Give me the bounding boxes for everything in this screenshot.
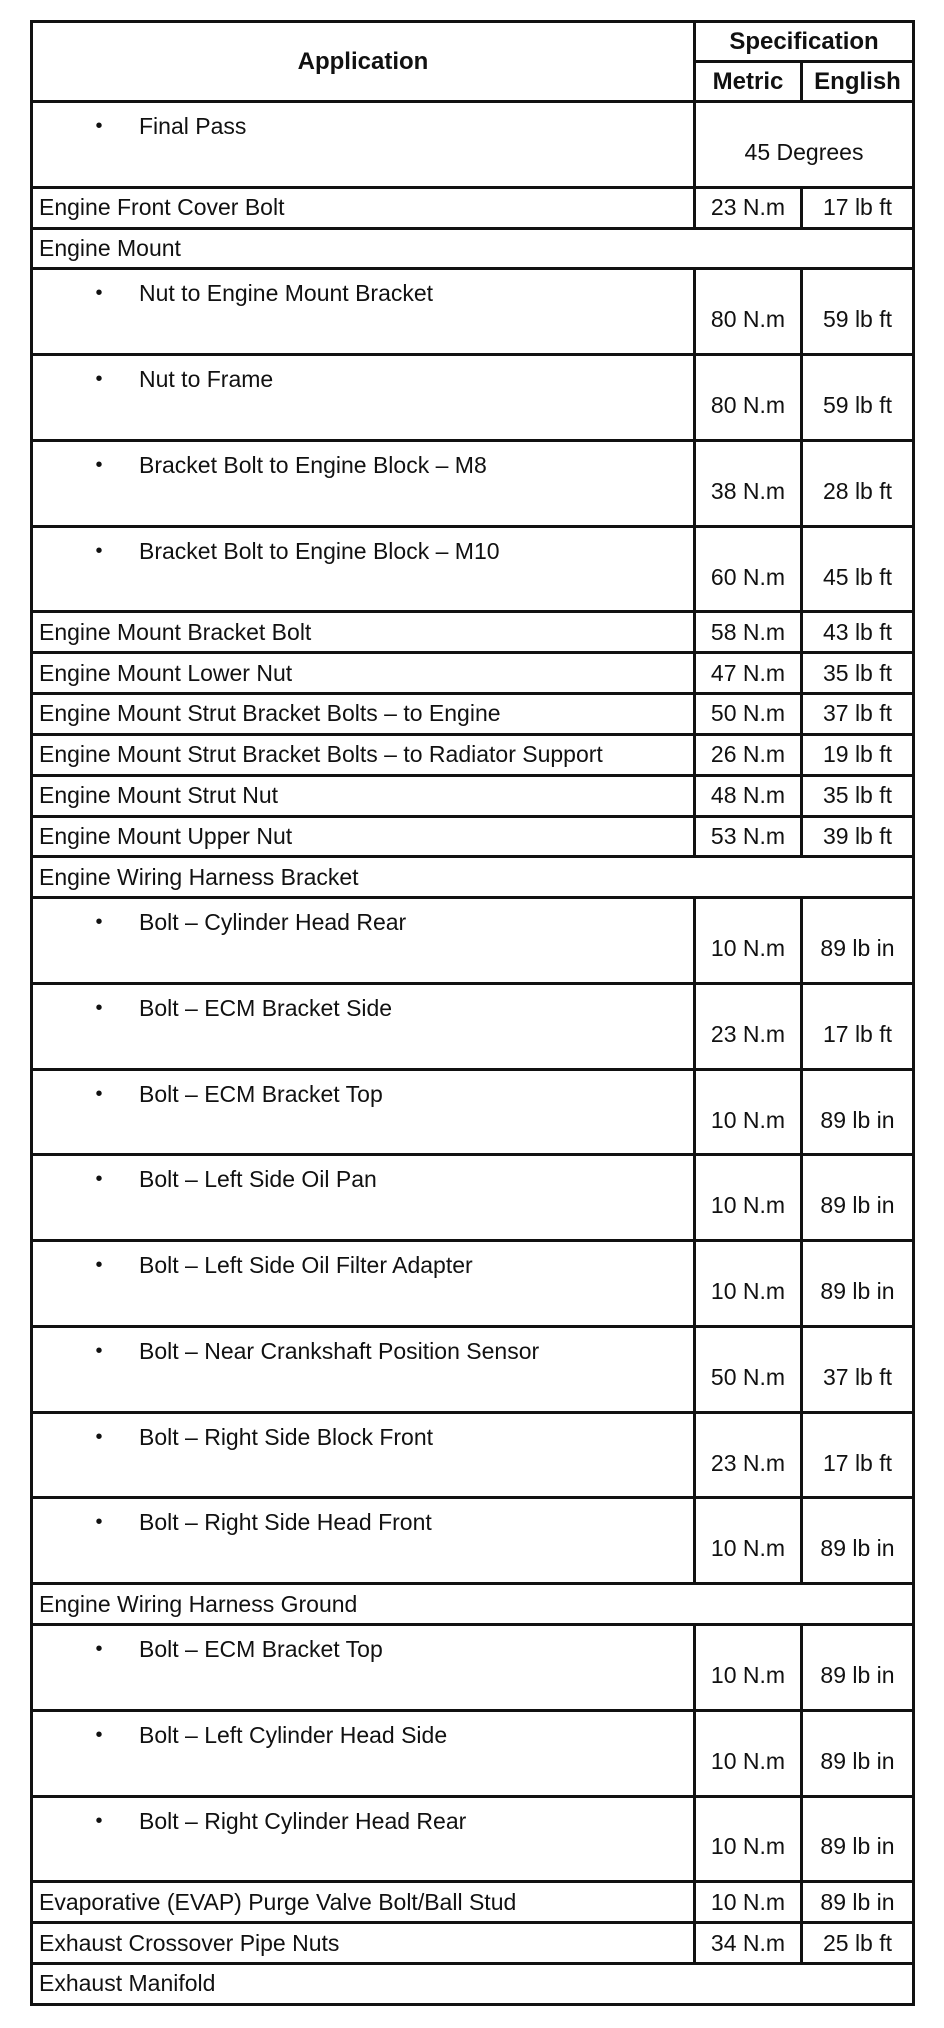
english-value: 89 lb in <box>802 1069 914 1155</box>
metric-value: 10 N.m <box>695 1710 802 1796</box>
application-cell <box>32 355 695 441</box>
metric-value: 10 N.m <box>695 1498 802 1584</box>
application-label: Engine Mount Strut Bracket Bolts – to Radiator Support <box>32 734 695 775</box>
application-cell <box>32 1625 695 1711</box>
metric-value: 23 N.m <box>695 187 802 228</box>
application-cell <box>32 440 695 526</box>
application-label: Nut to Frame <box>139 366 274 393</box>
application-label: Bolt – Near Crankshaft Position Sensor <box>139 1337 540 1364</box>
table-row <box>32 1923 914 1964</box>
sub-item <box>33 985 693 1021</box>
application-label: Bolt – ECM Bracket Top <box>139 1080 383 1107</box>
metric-value: 23 N.m <box>695 1412 802 1498</box>
bullet-icon: • <box>95 539 103 562</box>
bullet-icon: • <box>95 453 103 476</box>
application-label: Bolt – Left Cylinder Head Side <box>139 1721 448 1748</box>
sub-item-row <box>32 1710 914 1796</box>
application-label: Bracket Bolt to Engine Block – M10 <box>139 537 500 564</box>
metric-value: 80 N.m <box>695 269 802 355</box>
sub-item-row <box>32 1155 914 1241</box>
metric-value: 10 N.m <box>695 1241 802 1327</box>
metric-value: 60 N.m <box>695 526 802 612</box>
sub-item-row <box>32 1498 914 1584</box>
metric-value: 10 N.m <box>695 1069 802 1155</box>
application-cell <box>32 1155 695 1241</box>
sub-item-row <box>32 983 914 1069</box>
sub-item <box>33 528 693 564</box>
sub-item-row <box>32 1069 914 1155</box>
sub-item-row <box>32 1412 914 1498</box>
sub-item-row <box>32 269 914 355</box>
metric-value: 58 N.m <box>695 612 802 653</box>
english-value: 35 lb ft <box>802 775 914 816</box>
group-label: Engine Mount <box>32 228 914 269</box>
table-header <box>32 22 914 102</box>
application-label: Engine Front Cover Bolt <box>32 187 695 228</box>
english-value: 37 lb ft <box>802 694 914 735</box>
english-value: 43 lb ft <box>802 612 914 653</box>
english-value: 45 lb ft <box>802 526 914 612</box>
table-row <box>32 775 914 816</box>
metric-value: 26 N.m <box>695 734 802 775</box>
sub-item <box>33 1798 693 1834</box>
sub-item-row <box>32 102 914 188</box>
application-label: Nut to Engine Mount Bracket <box>139 280 434 307</box>
sub-item <box>33 1626 693 1662</box>
sub-item <box>33 1328 693 1364</box>
application-label: Bolt – Right Side Head Front <box>139 1509 432 1536</box>
application-cell <box>32 1796 695 1882</box>
application-label: Evaporative (EVAP) Purge Valve Bolt/Ball Stud <box>32 1882 695 1923</box>
group-row <box>32 228 914 269</box>
bullet-icon: • <box>95 1082 103 1105</box>
bullet-icon: • <box>95 1723 103 1746</box>
metric-value: 80 N.m <box>695 355 802 441</box>
english-value: 59 lb ft <box>802 355 914 441</box>
application-cell <box>32 526 695 612</box>
table-row <box>32 694 914 735</box>
english-value: 19 lb ft <box>802 734 914 775</box>
header-english: English <box>802 62 914 102</box>
sub-item <box>33 103 693 139</box>
english-value: 37 lb ft <box>802 1326 914 1412</box>
table-row <box>32 1882 914 1923</box>
application-label: Exhaust Crossover Pipe Nuts <box>32 1923 695 1964</box>
sub-item <box>33 442 693 478</box>
english-value: 89 lb in <box>802 1796 914 1882</box>
application-cell <box>32 1241 695 1327</box>
english-value: 89 lb in <box>802 1882 914 1923</box>
application-label: Bolt – Left Side Oil Filter Adapter <box>139 1252 473 1279</box>
bullet-icon: • <box>95 1809 103 1832</box>
sub-item-row <box>32 1326 914 1412</box>
metric-value: 53 N.m <box>695 816 802 857</box>
metric-value: 23 N.m <box>695 983 802 1069</box>
metric-value: 38 N.m <box>695 440 802 526</box>
application-cell <box>32 1069 695 1155</box>
bullet-icon: • <box>95 911 103 934</box>
table-row <box>32 653 914 694</box>
bullet-icon: • <box>95 1511 103 1534</box>
application-cell <box>32 1710 695 1796</box>
english-value: 59 lb ft <box>802 269 914 355</box>
bullet-icon: • <box>95 996 103 1019</box>
application-label: Bolt – Right Cylinder Head Rear <box>139 1807 467 1834</box>
metric-value: 10 N.m <box>695 1796 802 1882</box>
sub-item-row <box>32 1625 914 1711</box>
application-cell <box>32 898 695 984</box>
english-value: 35 lb ft <box>802 653 914 694</box>
sub-item <box>33 1499 693 1535</box>
metric-value: 34 N.m <box>695 1923 802 1964</box>
sub-item <box>33 1071 693 1107</box>
application-label: Engine Mount Strut Nut <box>32 775 695 816</box>
application-label: Bolt – ECM Bracket Top <box>139 1636 383 1663</box>
application-label: Bolt – Left Side Oil Pan <box>139 1166 377 1193</box>
application-label: Engine Mount Upper Nut <box>32 816 695 857</box>
bullet-icon: • <box>95 115 103 137</box>
metric-value: 10 N.m <box>695 1625 802 1711</box>
bullet-icon: • <box>95 1638 103 1661</box>
application-label: Engine Mount Lower Nut <box>32 653 695 694</box>
metric-value: 50 N.m <box>695 1326 802 1412</box>
sub-item <box>33 1414 693 1450</box>
sub-item-row <box>32 1241 914 1327</box>
bullet-icon: • <box>95 1425 103 1448</box>
table-row <box>32 612 914 653</box>
english-value: 17 lb ft <box>802 187 914 228</box>
application-cell <box>32 1498 695 1584</box>
header-application: Application <box>32 22 695 102</box>
english-value: 89 lb in <box>802 898 914 984</box>
application-label: Final Pass <box>139 113 247 139</box>
torque-spec-table <box>30 20 915 2006</box>
english-value: 89 lb in <box>802 1498 914 1584</box>
table-body <box>32 102 914 2005</box>
application-label: Bolt – Right Side Block Front <box>139 1423 434 1450</box>
bullet-icon: • <box>95 1254 103 1277</box>
english-value: 89 lb in <box>802 1710 914 1796</box>
metric-value: 47 N.m <box>695 653 802 694</box>
bullet-icon: • <box>95 1168 103 1191</box>
combined-spec-value: 45 Degrees <box>695 102 914 188</box>
application-cell <box>32 269 695 355</box>
application-label: Bolt – ECM Bracket Side <box>139 994 393 1021</box>
sub-item <box>33 270 693 306</box>
english-value: 89 lb in <box>802 1625 914 1711</box>
table-row <box>32 816 914 857</box>
group-label: Exhaust Manifold <box>32 1963 914 2004</box>
sub-item <box>33 356 693 392</box>
metric-value: 50 N.m <box>695 694 802 735</box>
group-row <box>32 1584 914 1625</box>
english-value: 17 lb ft <box>802 983 914 1069</box>
english-value: 17 lb ft <box>802 1412 914 1498</box>
application-label: Engine Mount Bracket Bolt <box>32 612 695 653</box>
metric-value: 10 N.m <box>695 898 802 984</box>
table-row <box>32 187 914 228</box>
metric-value: 10 N.m <box>695 1155 802 1241</box>
header-metric: Metric <box>695 62 802 102</box>
header-specification: Specification <box>695 22 914 62</box>
application-label: Engine Mount Strut Bracket Bolts – to Engine <box>32 694 695 735</box>
sub-item-row <box>32 898 914 984</box>
application-cell <box>32 102 695 188</box>
group-row <box>32 1963 914 2004</box>
application-cell <box>32 1326 695 1412</box>
english-value: 39 lb ft <box>802 816 914 857</box>
bullet-icon: • <box>95 368 103 391</box>
sub-item <box>33 1712 693 1748</box>
sub-item-row <box>32 526 914 612</box>
application-cell <box>32 983 695 1069</box>
bullet-icon: • <box>95 1339 103 1362</box>
sub-item-row <box>32 355 914 441</box>
sub-item <box>33 1242 693 1278</box>
group-label: Engine Wiring Harness Ground <box>32 1584 914 1625</box>
metric-value: 10 N.m <box>695 1882 802 1923</box>
sub-item-row <box>32 1796 914 1882</box>
bullet-icon: • <box>95 282 103 305</box>
sub-item <box>33 899 693 935</box>
english-value: 89 lb in <box>802 1155 914 1241</box>
english-value: 25 lb ft <box>802 1923 914 1964</box>
application-label: Bolt – Cylinder Head Rear <box>139 909 407 936</box>
english-value: 89 lb in <box>802 1241 914 1327</box>
sub-item <box>33 1156 693 1192</box>
group-label: Engine Wiring Harness Bracket <box>32 857 914 898</box>
application-label: Bracket Bolt to Engine Block – M8 <box>139 451 487 478</box>
application-cell <box>32 1412 695 1498</box>
metric-value: 48 N.m <box>695 775 802 816</box>
english-value: 28 lb ft <box>802 440 914 526</box>
group-row <box>32 857 914 898</box>
table-row <box>32 734 914 775</box>
sub-item-row <box>32 440 914 526</box>
